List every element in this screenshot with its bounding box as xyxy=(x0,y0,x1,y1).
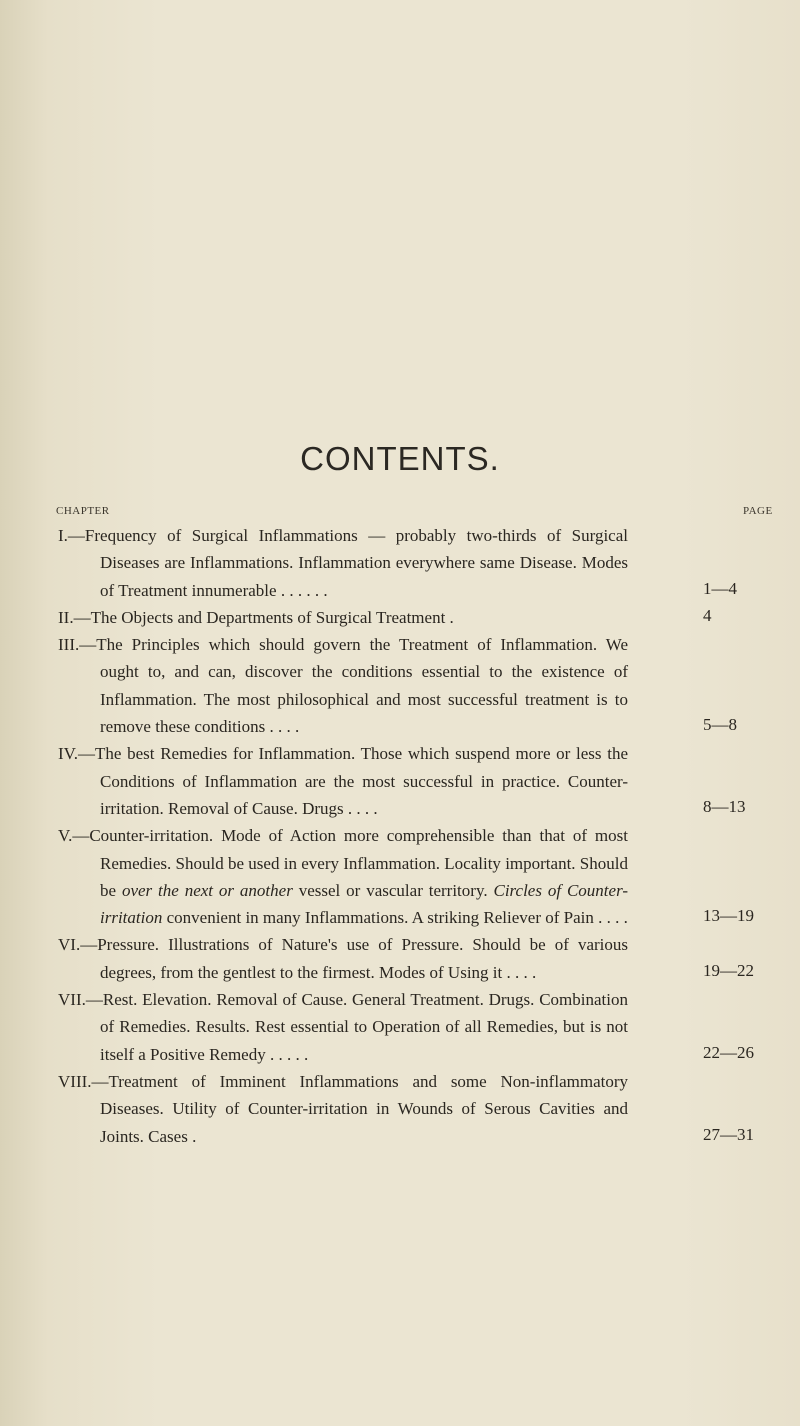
chapter-summary: convenient in many Inflammations. A striking Reliever of Pain . . . . xyxy=(162,908,628,928)
chapter-number: II. xyxy=(58,607,74,627)
chapter-summary: —The Objects and Departments of Surgical Treatment . xyxy=(73,607,454,627)
chapter-summary-italic: over the next or another xyxy=(121,880,293,900)
chapter-number: VII. xyxy=(58,990,86,1010)
chapter-number: VI. xyxy=(58,935,81,955)
chapter-number: VIII. xyxy=(58,1071,92,1091)
page-column-header: PAGE xyxy=(743,505,773,517)
contents-list xyxy=(0,522,800,1150)
chapter-column-header: CHAPTER xyxy=(56,505,110,517)
contents-entry xyxy=(0,631,800,740)
chapter-summary: —The Principles which should govern the Treatment of Inflammation. We ought to, and can, discover the conditions essential to the existence of Inflammation. The most philosophical and most successful treatment is to remove these conditions . . . . xyxy=(79,635,628,737)
contents-entry xyxy=(0,740,800,822)
contents-entry xyxy=(0,931,800,986)
chapter-number: III. xyxy=(58,635,80,655)
page-range: 4 xyxy=(703,605,712,625)
chapter-summary: —Treatment of Imminent Inflammations and some Non-inflammatory Diseases. Utility of Counter-irritation in Wounds of Serous Cavities and Joints. Cases . xyxy=(91,1071,628,1146)
chapter-summary: vessel or vascular territory. xyxy=(292,880,494,900)
page-range: 22—26 xyxy=(703,1042,754,1062)
chapter-summary: —Frequency of Surgical Inflammations — probably two-thirds of Surgical Diseases are Inflammations. Inflammation everywhere same Disease. Modes of Treatment innumerable . . . . . . xyxy=(67,526,628,600)
contents-entry xyxy=(0,522,800,604)
page-range: 8—13 xyxy=(703,796,746,816)
chapter-summary: —Counter-irritation. Mode of Action more comprehensible than that of most Remedies. Should be used in every Inflammation. Locality important. Should be xyxy=(72,826,628,900)
chapter-summary: —Rest. Elevation. Removal of Cause. General Treatment. Drugs. Combination of Remedies. Results. Rest essential to Operation of all Remedies, but is not itself a Positive Remedy . . . . . xyxy=(85,990,628,1064)
page-range: 1—4 xyxy=(703,578,737,598)
contents-entry xyxy=(0,604,800,631)
page-range: 19—22 xyxy=(703,960,754,980)
contents-entry xyxy=(0,986,800,1068)
page-range: 27—31 xyxy=(703,1124,754,1144)
contents-entry xyxy=(0,1068,800,1150)
page-title: CONTENTS. xyxy=(300,440,500,477)
contents-entry xyxy=(0,822,800,931)
chapter-number: IV. xyxy=(58,744,78,764)
chapter-number: V. xyxy=(58,826,73,846)
page-range: 13—19 xyxy=(703,906,754,926)
chapter-summary: —Pressure. Illustrations of Nature's use of Pressure. Should be of various degrees, from the gentlest to the firmest. Modes of Using it . . . . xyxy=(80,935,628,982)
page-range: 5—8 xyxy=(703,715,737,735)
chapter-number: I. xyxy=(58,526,68,545)
chapter-summary: —The best Remedies for Inflammation. Those which suspend more or less the Conditions of Inflammation are the most successful in practice. Counter-irritation. Removal of Cause. Drugs . . . . xyxy=(78,744,628,818)
chapter-summary-italic: Circles of Counter-irritation xyxy=(100,880,629,928)
